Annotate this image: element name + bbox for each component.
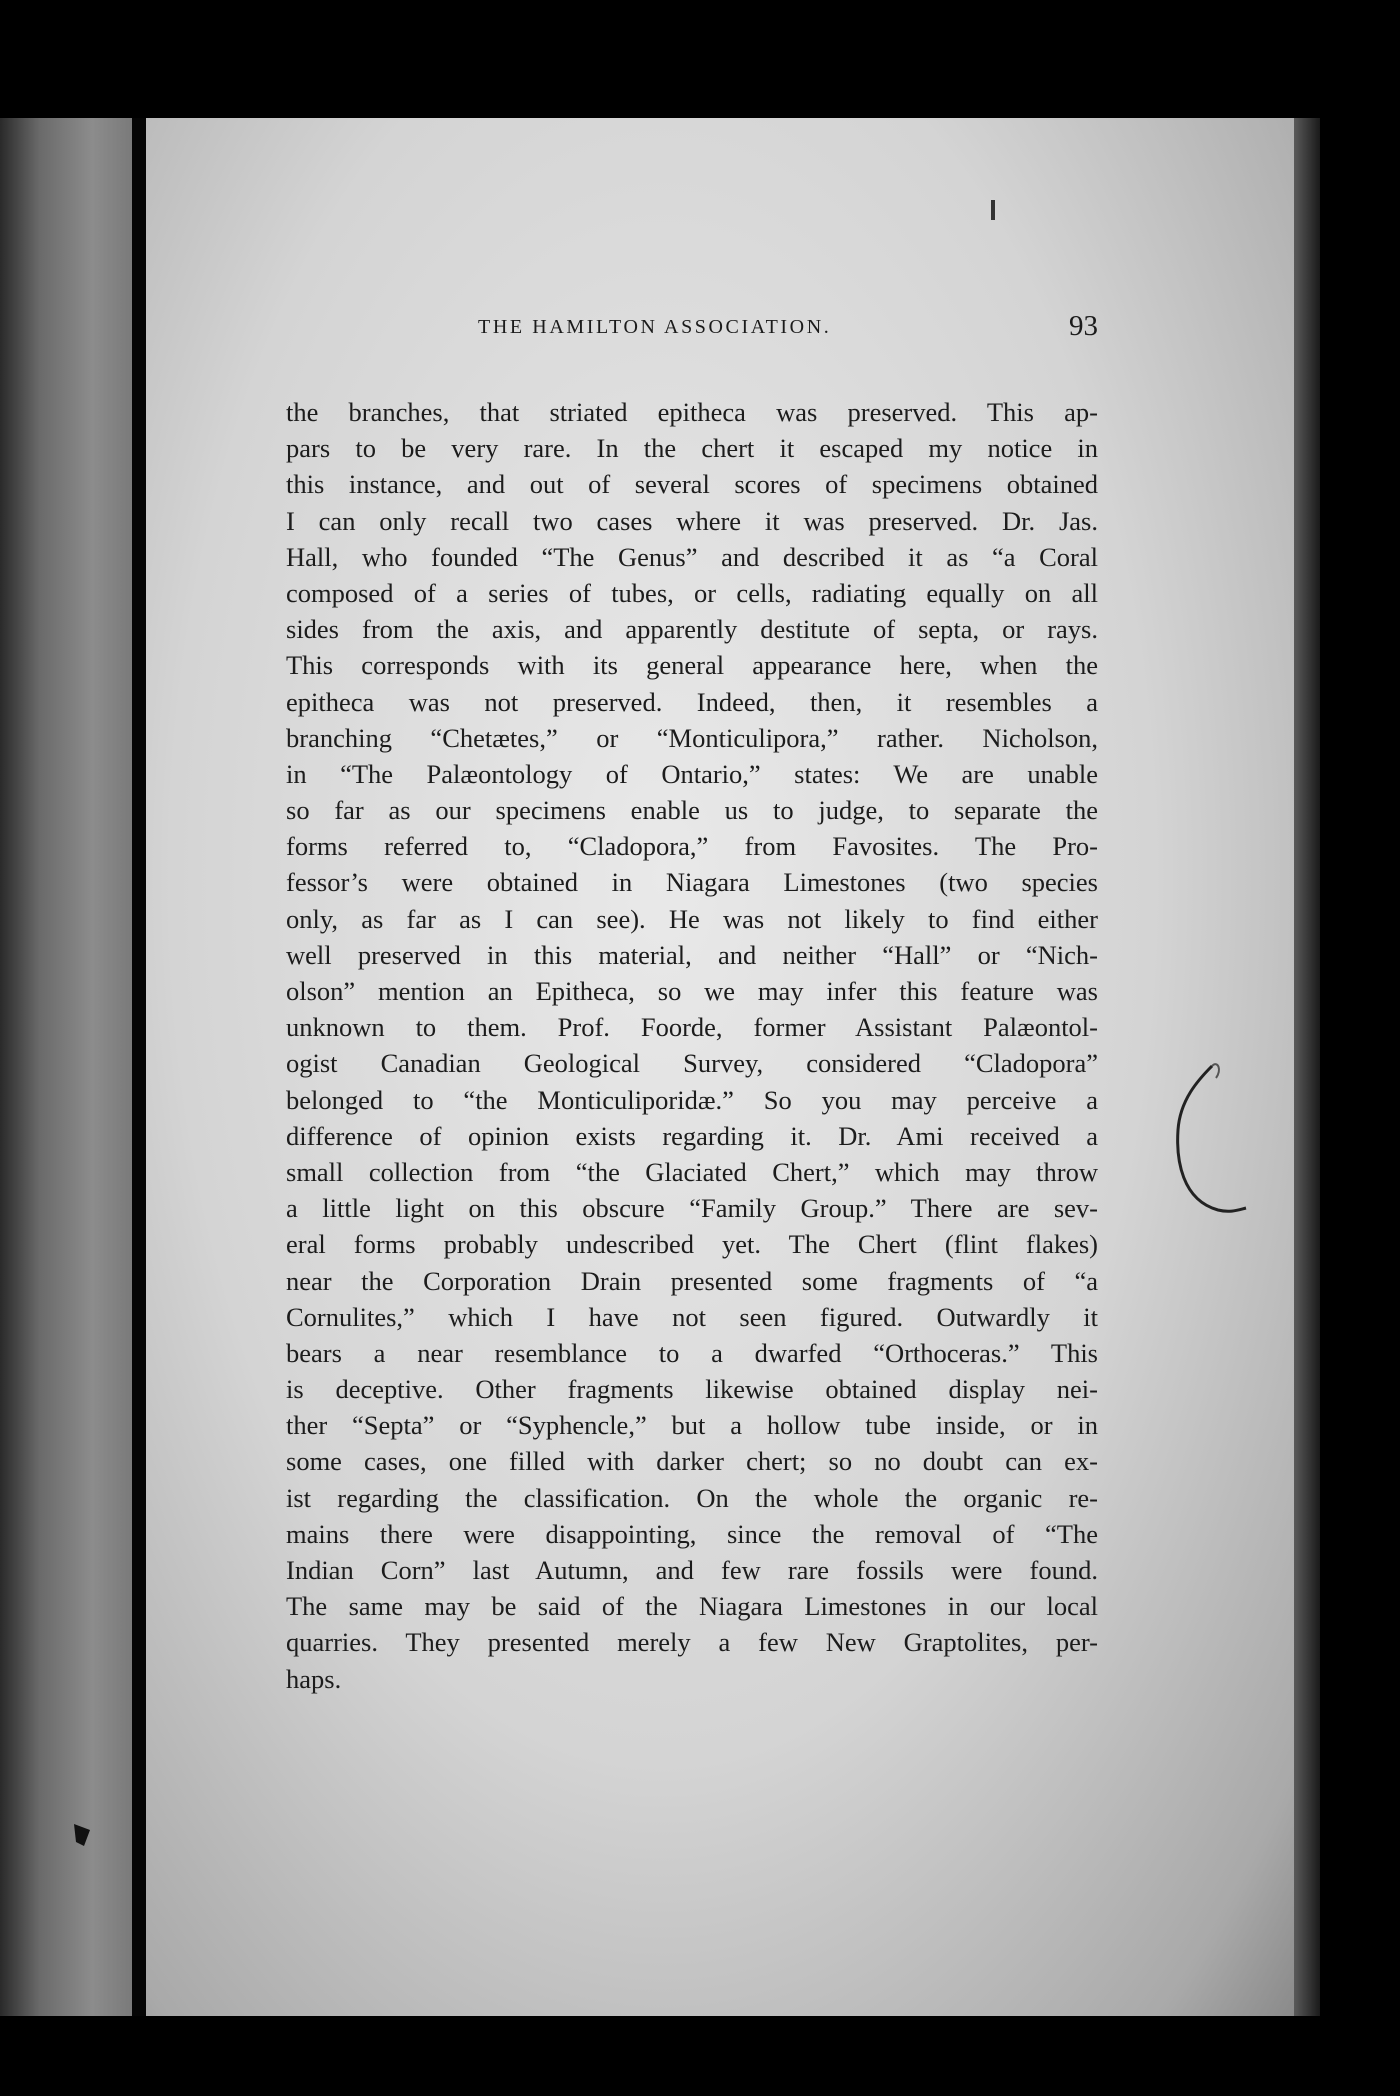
text-line: ist regarding the classification. On the whole the organic re- [286, 1482, 1098, 1513]
text-line: in “The Palæontology of Ontario,” states: We are unable [286, 758, 1098, 789]
ink-speck [988, 198, 998, 224]
text-line: is deceptive. Other fragments likewise obtained display nei- [286, 1374, 1098, 1405]
text-line: small collection from “the Glaciated Chert,” which may throw [286, 1156, 1098, 1187]
text-line: the branches, that striated epitheca was preserved. This ap- [286, 397, 1098, 427]
text-line: only, as far as I can see). He was not likely to find either [286, 903, 1098, 934]
text-line: sides from the axis, and apparently destitute of septa, or rays. [286, 614, 1098, 645]
text-line: this instance, and out of several scores of specimens obtained [286, 469, 1098, 500]
book-gutter [132, 118, 146, 2016]
text-line: branching “Chetætes,” or “Monticulipora,” rather. Nicholson, [286, 722, 1098, 753]
text-line: Hall, who founded “The Genus” and described it as “a Coral [286, 541, 1098, 572]
text-line: Indian Corn” last Autumn, and few rare fossils were found. [286, 1555, 1098, 1585]
text-line: haps. [286, 1663, 342, 1694]
text-line: pars to be very rare. In the chert it escaped my notice in [286, 433, 1098, 464]
text-line: some cases, one filled with darker chert; so no doubt can ex- [286, 1446, 1098, 1477]
text-line: near the Corporation Drain presented some fragments of “a [286, 1265, 1098, 1296]
text-line: forms referred to, “Cladopora,” from Favosites. The Pro- [286, 831, 1098, 862]
text-line: quarries. They presented merely a few New Graptolites, per- [286, 1627, 1098, 1658]
text-line: bears a near resemblance to a dwarfed “Orthoceras.” This [286, 1337, 1098, 1368]
text-line: unknown to them. Prof. Foorde, former Assistant Palæontol- [286, 1012, 1098, 1043]
ink-blot [70, 1820, 94, 1850]
text-line: This corresponds with its general appearance here, when the [286, 650, 1098, 681]
text-line: so far as our specimens enable us to judge, to separate the [286, 795, 1098, 826]
text-line: olson” mention an Epitheca, so we may infer this feature was [286, 976, 1098, 1006]
text-line: difference of opinion exists regarding it. Dr. Ami received a [286, 1120, 1098, 1151]
text-line: composed of a series of tubes, or cells, radiating equally on all [286, 577, 1098, 608]
text-line: I can only recall two cases where it was preserved. Dr. Jas. [286, 505, 1098, 536]
text-line: fessor’s were obtained in Niagara Limestones (two species [286, 867, 1098, 898]
running-head [338, 310, 1098, 350]
text-line: ogist Canadian Geological Survey, considered “Cladopora” [286, 1048, 1098, 1079]
body-text [286, 394, 1098, 1724]
text-line: The same may be said of the Niagara Limestones in our local [286, 1591, 1098, 1622]
handwritten-bracket-mark [1168, 1060, 1258, 1240]
text-line: ther “Septa” or “Syphencle,” but a hollow tube inside, or in [286, 1410, 1098, 1441]
facing-page-edge [0, 118, 132, 2016]
text-line: epitheca was not preserved. Indeed, then, it resembles a [286, 686, 1098, 717]
text-line: well preserved in this material, and neither “Hall” or “Nich- [286, 939, 1098, 970]
text-line: Cornulites,” which I have not seen figured. Outwardly it [286, 1301, 1098, 1332]
text-line: mains there were disappointing, since the removal of “The [286, 1518, 1098, 1549]
page-number: 93 [1069, 310, 1098, 342]
page-shadow-edge [1294, 118, 1320, 2016]
text-line: a little light on this obscure “Family Group.” There are sev- [286, 1193, 1098, 1224]
text-line: eral forms probably undescribed yet. The Chert (flint flakes) [286, 1229, 1098, 1260]
text-line: belonged to “the Monticuliporidæ.” So you may perceive a [286, 1084, 1098, 1115]
running-title: THE HAMILTON ASSOCIATION. [478, 316, 832, 338]
